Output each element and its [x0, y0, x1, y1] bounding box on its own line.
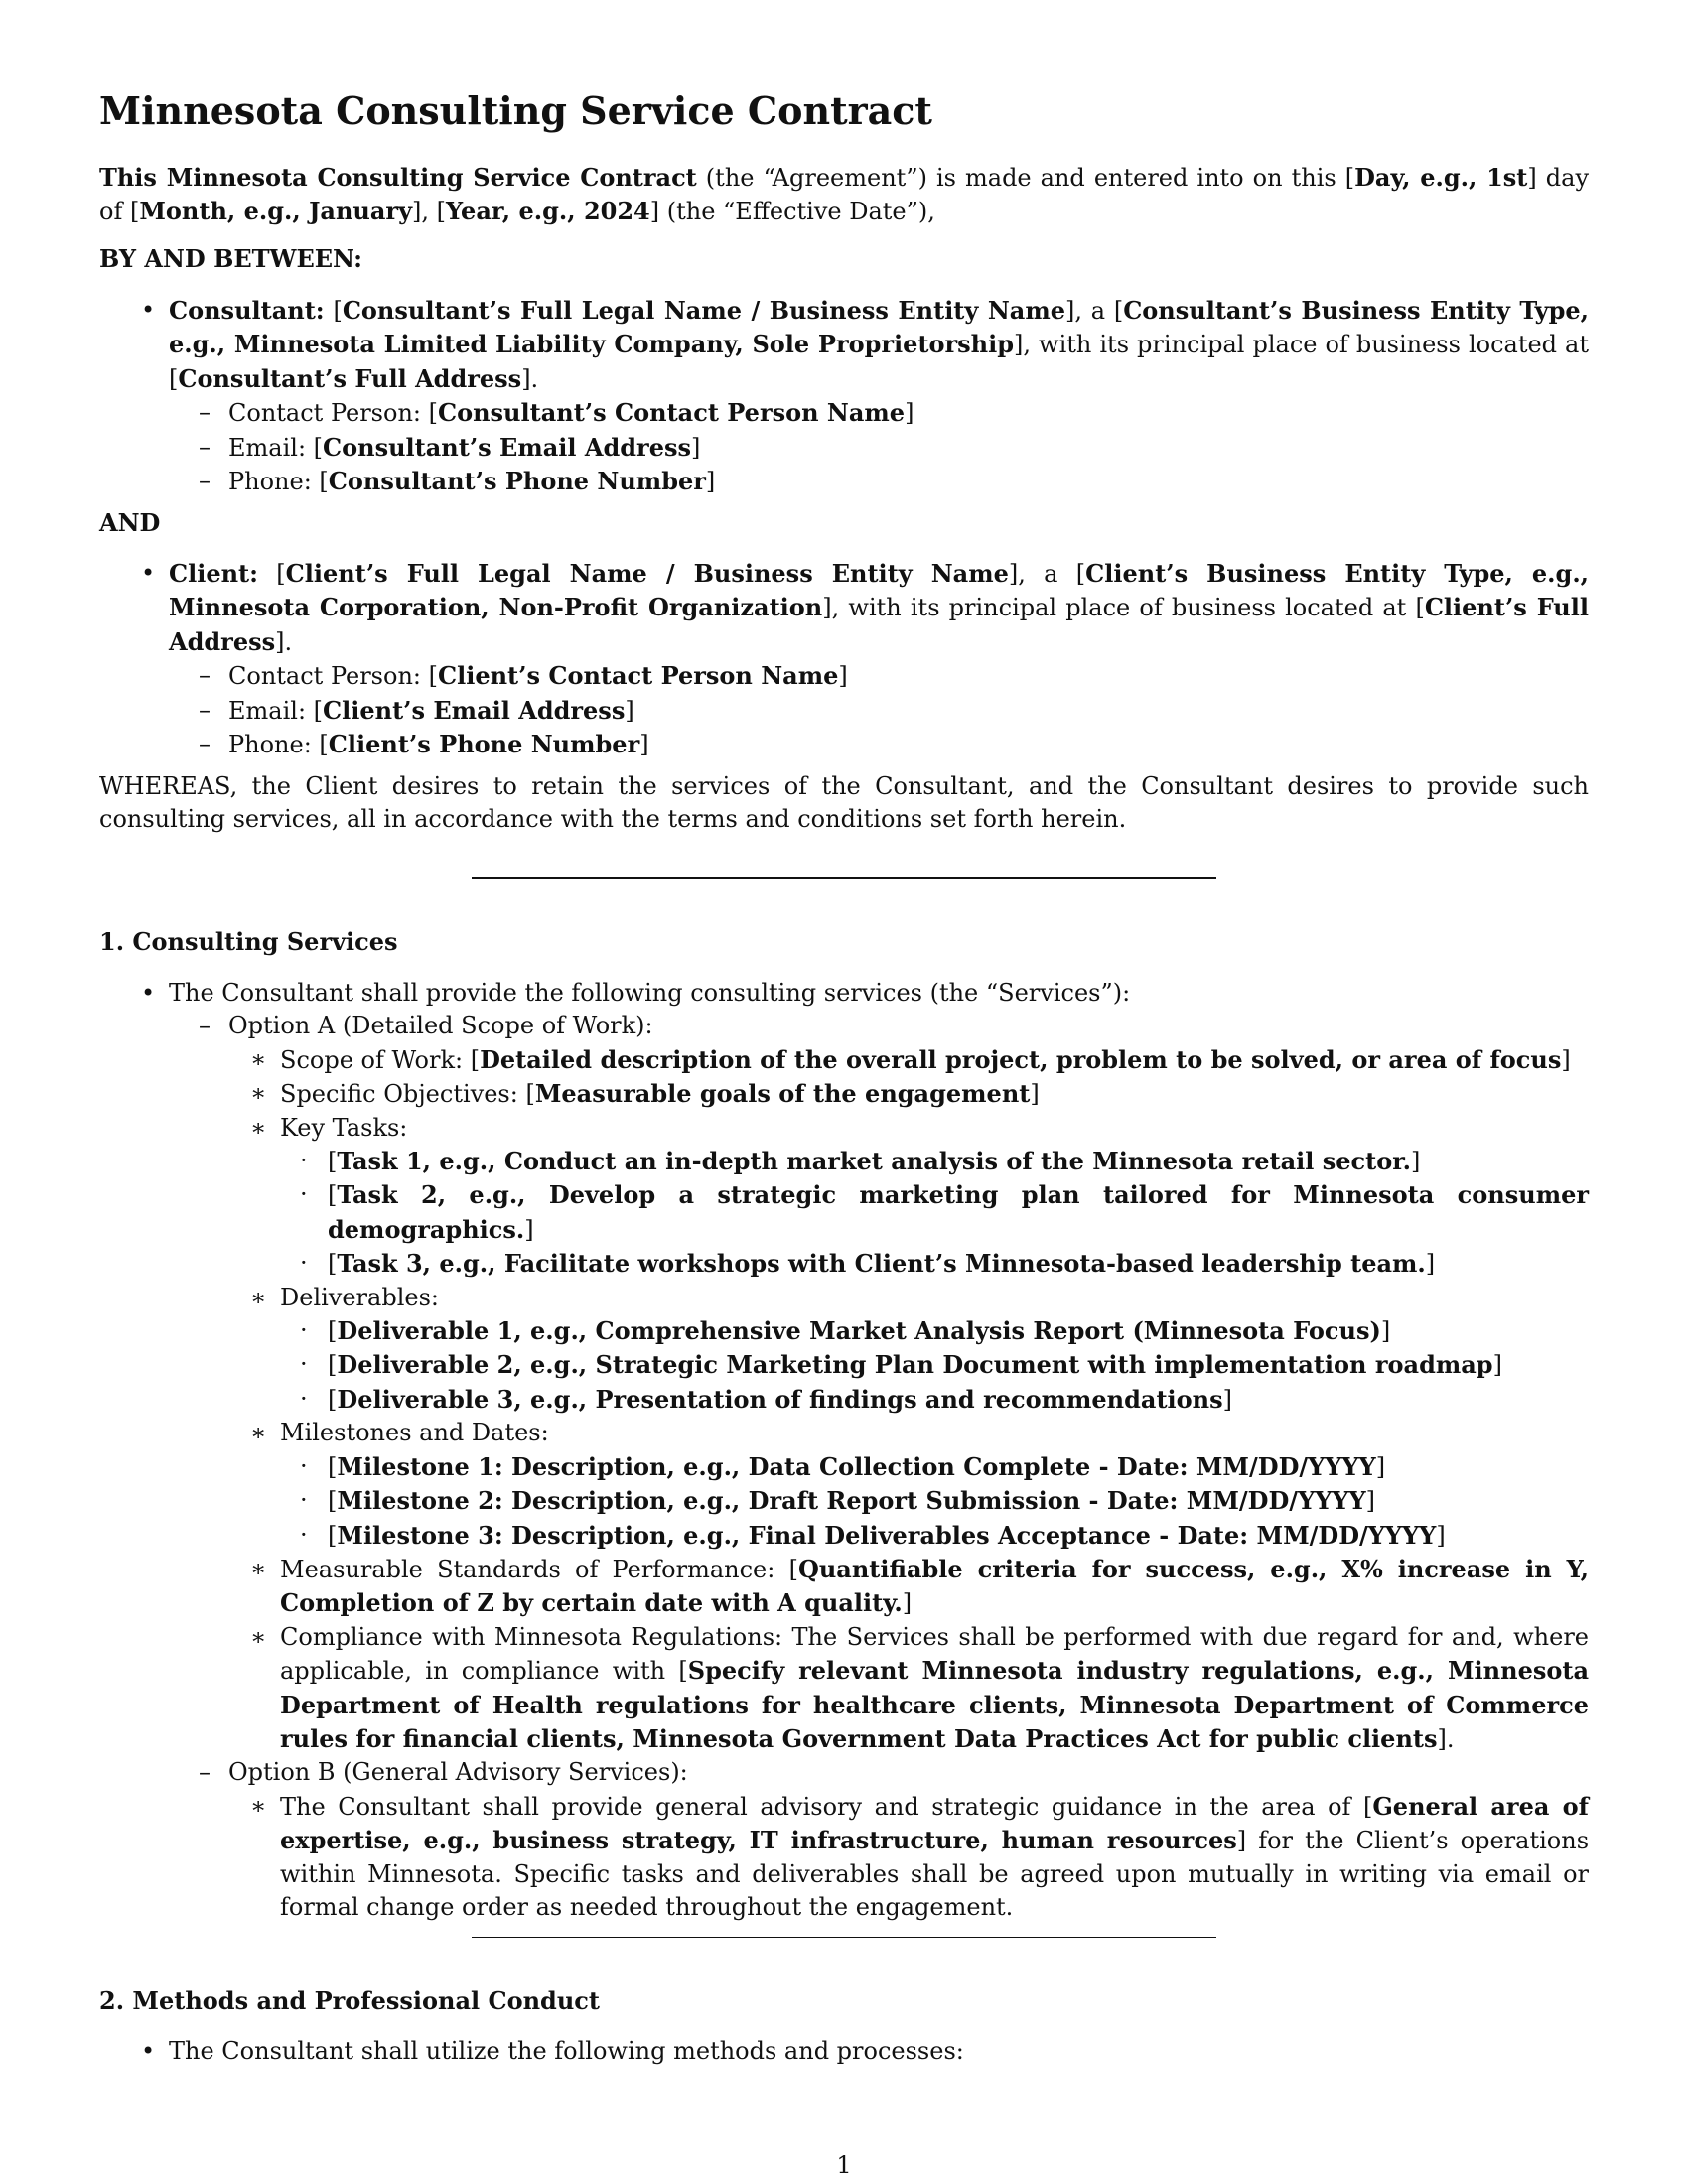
intro-text: ], [ — [412, 198, 446, 226]
task-placeholder: Task 1, e.g., Conduct an in-depth market analysis of the Minnesota retail sector. — [337, 1147, 1411, 1176]
section-2-list — [99, 2035, 1589, 2068]
bracket: ] — [905, 399, 914, 428]
email-placeholder: Consultant’s Email Address — [323, 432, 691, 462]
deliverable-placeholder: Deliverable 1, e.g., Comprehensive Market Analysis Report (Minnesota Focus) — [337, 1316, 1381, 1346]
task-placeholder: Task 2, e.g., Develop a strategic marketing plan tailored for Minnesota consumer demographics. — [328, 1180, 1589, 1244]
document-title: Minnesota Consulting Service Contract — [99, 88, 932, 133]
compliance-placeholder: Specify relevant Minnesota industry regulations, e.g., Minnesota Department of Health regulations for healthcare clients, Minnesota Department of Commerce rules for financial clients, Minnesota Government Data Practices Act for public clients — [280, 1656, 1589, 1753]
milestone-placeholder: Milestone 1: Description, e.g., Data Collection Complete - Date: MM/DD/YYYY — [337, 1451, 1376, 1481]
phone-label: Phone: [ — [228, 731, 329, 759]
text: ]. — [275, 627, 293, 656]
whereas-paragraph: WHEREAS, the Client desires to retain the services of the Consultant, and the Consultant desires to provide such consulting services, all in accordance with the terms and conditions set forth herein. — [99, 772, 1589, 834]
between-heading-text: BY AND BETWEEN: — [99, 244, 362, 273]
client-email — [99, 694, 1589, 728]
bracket: ] — [625, 696, 634, 725]
text: ], with its principal place of business located at [ — [169, 331, 1590, 393]
dash-icon: – — [199, 1758, 211, 1787]
consultant-address-placeholder: Consultant’s Full Address — [178, 363, 522, 393]
key-tasks — [99, 1112, 1589, 1145]
deliverables — [99, 1282, 1589, 1314]
asterisk-icon: ∗ — [250, 1419, 267, 1447]
intro-day-placeholder: Day, e.g., 1st — [1354, 163, 1528, 192]
section-2-heading — [99, 1984, 1589, 2017]
deliverable-placeholder: Deliverable 3, e.g., Presentation of findings and recommendations — [337, 1384, 1223, 1414]
option-a — [99, 1010, 1589, 1042]
option-b — [99, 1756, 1589, 1789]
advisory-text: ] for the Client’s operations within Minnesota. Specific tasks and deliverables shall be agreed upon mutually in writing via email or formal change order as needed throughout the engagement. — [280, 1827, 1590, 1921]
phone-label: Phone: [ — [228, 468, 329, 496]
consultant-block — [99, 294, 1589, 498]
section-1-list — [99, 977, 1589, 1924]
compliance-label: Compliance with Minnesota Regulations: The Services shall be performed with due regard for and, where applicable, in compliance with [ — [280, 1622, 1589, 1686]
dash-icon: – — [199, 398, 211, 427]
deliverable-placeholder: Deliverable 2, e.g., Strategic Marketing Plan Document with implementation roadmap — [337, 1350, 1493, 1380]
bracket: [ — [328, 1351, 338, 1380]
dot-icon: · — [300, 1350, 308, 1379]
methods-bullet — [99, 2035, 1589, 2068]
consultant-name-placeholder: Consultant’s Full Legal Name / Business Entity Name — [342, 296, 1065, 325]
specific-objectives — [99, 1077, 1589, 1111]
scope-label: Scope of Work: [ — [280, 1045, 481, 1074]
client-phone — [99, 728, 1589, 761]
asterisk-icon: ∗ — [250, 1044, 267, 1073]
bracket: [ — [328, 1452, 338, 1481]
text: ], with its principal place of business located at [ — [822, 594, 1425, 622]
text: [ — [324, 297, 343, 325]
asterisk-icon: ∗ — [250, 1622, 267, 1651]
intro-text: ] (the “Effective Date”), — [649, 198, 935, 226]
contact-placeholder: Consultant’s Contact Person Name — [437, 398, 906, 428]
regulatory-compliance — [99, 1621, 1589, 1757]
section-1-heading-text: 1. Consulting Services — [99, 927, 398, 956]
scope-of-work — [99, 1043, 1589, 1077]
client-name-placeholder: Client’s Full Legal Name / Business Entity Name — [285, 559, 1009, 588]
advisory-placeholder: General area of expertise, e.g., business strategy, IT infrastructure, human resources — [280, 1791, 1589, 1855]
section-1-heading — [99, 925, 1589, 958]
bullet-icon: • — [141, 979, 156, 1007]
deliverable-item — [99, 1314, 1589, 1348]
task-item — [99, 1247, 1589, 1281]
deliverables-label: Deliverables: — [280, 1283, 439, 1311]
bracket: ] — [691, 433, 701, 462]
deliverable-item — [99, 1383, 1589, 1417]
email-label: Email: [ — [228, 696, 324, 725]
bracket: ] — [1222, 1385, 1232, 1414]
task-item — [99, 1145, 1589, 1178]
milestone-item — [99, 1519, 1589, 1553]
milestone-placeholder: Milestone 3: Description, e.g., Final Deliverables Acceptance - Date: MM/DD/YYYY — [337, 1520, 1437, 1550]
section-divider — [472, 877, 1216, 879]
consultant-phone — [99, 465, 1589, 498]
bracket: ] — [1436, 1521, 1446, 1550]
standards-placeholder: Quantifiable criteria for success, e.g., X% increase in Y, Completion of Z by certain date with A quality. — [280, 1554, 1590, 1618]
dot-icon: · — [300, 1384, 308, 1413]
asterisk-icon: ∗ — [250, 1554, 267, 1582]
bracket: ] — [902, 1589, 913, 1618]
tasks-label: Key Tasks: — [280, 1113, 408, 1142]
intro-year-placeholder: Year, e.g., 2024 — [446, 197, 650, 226]
services-bullet — [99, 977, 1589, 1010]
client-label: Client: — [169, 559, 258, 588]
milestone-placeholder: Milestone 2: Description, e.g., Draft Report Submission - Date: MM/DD/YYYY — [337, 1486, 1366, 1516]
dot-icon: · — [300, 1486, 308, 1515]
intro-lead: This Minnesota Consulting Service Contract — [99, 163, 697, 192]
task-item — [99, 1178, 1589, 1247]
bracket: ] — [1561, 1045, 1571, 1074]
and-heading-text: AND — [99, 508, 161, 537]
text: ], a [ — [1008, 560, 1086, 588]
bracket: [ — [328, 1521, 338, 1550]
bracket: ] — [1380, 1317, 1391, 1346]
bracket: ] — [1375, 1452, 1386, 1481]
client-item — [99, 557, 1589, 659]
text: [ — [258, 560, 286, 588]
asterisk-icon: ∗ — [250, 1079, 267, 1108]
section-2-heading-text: 2. Methods and Professional Conduct — [99, 1986, 600, 2015]
client-block — [99, 557, 1589, 761]
milestone-item — [99, 1484, 1589, 1518]
page-number: 1 — [836, 2151, 852, 2179]
bracket: ] — [639, 731, 649, 759]
intro-month-placeholder: Month, e.g., January — [139, 197, 413, 226]
dash-icon: – — [199, 695, 211, 724]
contract-page — [99, 0, 1589, 2184]
intro-paragraph — [99, 161, 1589, 229]
bullet-icon: • — [141, 2037, 156, 2065]
option-b-label: Option B (General Advisory Services): — [228, 1758, 688, 1787]
dot-icon: · — [300, 1249, 308, 1278]
dash-icon: – — [199, 661, 211, 690]
intro-text: (the “Agreement”) is made and entered into on this [ — [696, 164, 1355, 192]
standards-label: Measurable Standards of Performance: [ — [280, 1555, 798, 1583]
dot-icon: · — [300, 1147, 308, 1175]
bracket: [ — [328, 1148, 338, 1176]
contact-placeholder: Client’s Contact Person Name — [437, 661, 839, 691]
dash-icon: – — [199, 432, 211, 461]
bullet-icon: • — [141, 296, 156, 324]
dot-icon: · — [300, 1316, 308, 1345]
performance-standards — [99, 1553, 1589, 1621]
bracket: ] — [1492, 1351, 1502, 1380]
advisory-text: The Consultant shall provide general advisory and strategic guidance in the area of [ — [280, 1792, 1373, 1821]
bracket: [ — [328, 1487, 338, 1516]
section-divider — [472, 1937, 1216, 1938]
intro-text: ] day of [ — [99, 164, 1589, 226]
methods-intro: The Consultant shall utilize the following methods and processes: — [169, 2037, 964, 2065]
asterisk-icon: ∗ — [250, 1113, 267, 1142]
bracket: ] — [1425, 1250, 1436, 1279]
scope-placeholder: Detailed description of the overall project, problem to be solved, or area of focus — [480, 1044, 1562, 1074]
bracket: ] — [1030, 1080, 1040, 1109]
milestones-label: Milestones and Dates: — [280, 1419, 549, 1447]
dot-icon: · — [300, 1451, 308, 1480]
and-heading — [99, 506, 1589, 539]
dash-icon: – — [199, 730, 211, 758]
deliverable-item — [99, 1348, 1589, 1382]
consultant-type-placeholder: Consultant’s Business Entity Type, e.g., Minnesota Limited Liability Company, Sole Proprietorship — [169, 296, 1589, 359]
client-address-placeholder: Client’s Full Address — [169, 593, 1589, 656]
asterisk-icon: ∗ — [250, 1791, 267, 1820]
client-type-placeholder: Client’s Business Entity Type, e.g., Minnesota Corporation, Non-Profit Organization — [169, 559, 1590, 622]
text: ]. — [521, 364, 539, 393]
contact-label: Contact Person: [ — [228, 399, 438, 428]
bracket: ] — [838, 662, 848, 691]
bracket: [ — [328, 1181, 338, 1210]
consultant-item — [99, 294, 1589, 396]
dot-icon: · — [300, 1520, 308, 1549]
email-label: Email: [ — [228, 433, 324, 462]
asterisk-icon: ∗ — [250, 1283, 267, 1311]
client-contact — [99, 659, 1589, 693]
phone-placeholder: Client’s Phone Number — [328, 730, 640, 759]
task-placeholder: Task 3, e.g., Facilitate workshops with Client’s Minnesota-based leadership team. — [337, 1249, 1426, 1279]
consultant-contact — [99, 396, 1589, 430]
bracket: ] — [1411, 1148, 1421, 1176]
between-heading — [99, 242, 1589, 275]
milestone-item — [99, 1450, 1589, 1484]
text: ], a [ — [1064, 297, 1124, 325]
objectives-placeholder: Measurable goals of the engagement — [534, 1079, 1031, 1109]
services-intro: The Consultant shall provide the following consulting services (the “Services”): — [169, 979, 1131, 1007]
bracket: ] — [705, 468, 716, 496]
bracket: [ — [328, 1250, 338, 1279]
objectives-label: Specific Objectives: [ — [280, 1080, 535, 1109]
consultant-email — [99, 431, 1589, 465]
milestones — [99, 1417, 1589, 1449]
dash-icon: – — [199, 1012, 211, 1040]
email-placeholder: Client’s Email Address — [323, 695, 626, 725]
general-advisory — [99, 1790, 1589, 1925]
phone-placeholder: Consultant’s Phone Number — [328, 467, 706, 496]
dot-icon: · — [300, 1180, 308, 1209]
option-a-label: Option A (Detailed Scope of Work): — [228, 1012, 653, 1040]
consultant-label: Consultant: — [169, 296, 325, 325]
bracket: ] — [1365, 1487, 1375, 1516]
bracket: [ — [328, 1317, 338, 1346]
bullet-icon: • — [141, 559, 156, 587]
contact-label: Contact Person: [ — [228, 662, 438, 691]
bracket: ]. — [1437, 1724, 1455, 1753]
dash-icon: – — [199, 467, 211, 495]
bracket: ] — [524, 1215, 534, 1244]
bracket: [ — [328, 1385, 338, 1414]
